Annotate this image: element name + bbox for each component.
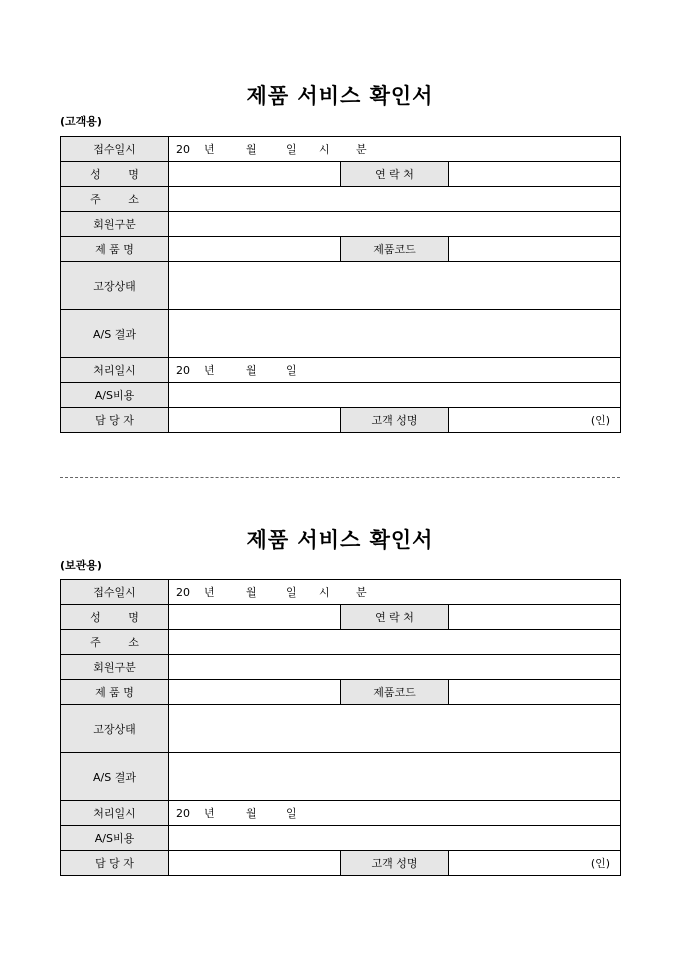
label-name: 성 명 xyxy=(61,605,169,630)
row-processed xyxy=(61,358,621,383)
row-member xyxy=(61,655,621,680)
row-staff xyxy=(61,408,621,433)
label-fault: 고장상태 xyxy=(61,705,169,753)
label-member: 회원구분 xyxy=(61,655,169,680)
label-contact: 연 락 처 xyxy=(341,605,449,630)
row-name xyxy=(61,162,621,187)
received-hour-unit: 시 xyxy=(319,143,330,156)
received-year-unit: 년 xyxy=(204,143,215,156)
service-form-table xyxy=(60,579,621,876)
label-name: 성 명 xyxy=(61,162,169,187)
row-as-cost xyxy=(61,826,621,851)
received-year: 20 xyxy=(176,143,190,156)
received-month-unit: 월 xyxy=(246,586,257,599)
received-minute-unit: 분 xyxy=(356,586,367,599)
label-product: 제 품 명 xyxy=(61,680,169,705)
address-input[interactable] xyxy=(169,187,621,212)
row-product xyxy=(61,237,621,262)
row-address xyxy=(61,630,621,655)
fault-input[interactable] xyxy=(169,262,621,310)
processed-date xyxy=(169,801,621,826)
member-input[interactable] xyxy=(169,655,621,680)
label-contact: 연 락 처 xyxy=(341,162,449,187)
label-customer-name: 고객 성명 xyxy=(341,851,449,876)
copy-label: (고객용) xyxy=(60,115,102,128)
label-as-cost: A/S비용 xyxy=(61,826,169,851)
label-processed: 처리일시 xyxy=(61,358,169,383)
processed-year: 20 xyxy=(176,364,190,377)
processed-day-unit: 일 xyxy=(286,364,297,377)
label-product-code: 제품코드 xyxy=(341,680,449,705)
received-minute-unit: 분 xyxy=(356,143,367,156)
copy-label: (보관용) xyxy=(60,559,102,572)
form-title: 제품 서비스 확인서 xyxy=(246,527,434,552)
row-processed xyxy=(61,801,621,826)
name-input[interactable] xyxy=(169,605,341,630)
member-input[interactable] xyxy=(169,212,621,237)
form-title: 제품 서비스 확인서 xyxy=(246,83,434,108)
processed-month-unit: 월 xyxy=(246,364,257,377)
row-address xyxy=(61,187,621,212)
label-product: 제 품 명 xyxy=(61,237,169,262)
processed-year-unit: 년 xyxy=(204,364,215,377)
row-received xyxy=(61,137,621,162)
processed-day-unit: 일 xyxy=(286,807,297,820)
label-as-result: A/S 결과 xyxy=(61,753,169,801)
as-result-input[interactable] xyxy=(169,310,621,358)
received-year: 20 xyxy=(176,586,190,599)
row-fault xyxy=(61,705,621,753)
row-fault xyxy=(61,262,621,310)
processed-year: 20 xyxy=(176,807,190,820)
seal-mark: (인) xyxy=(590,414,611,427)
cut-line xyxy=(60,477,620,478)
row-member xyxy=(61,212,621,237)
processed-year-unit: 년 xyxy=(204,807,215,820)
label-processed: 처리일시 xyxy=(61,801,169,826)
label-as-result: A/S 결과 xyxy=(61,310,169,358)
customer-signature[interactable] xyxy=(449,851,621,876)
label-address: 주 소 xyxy=(61,187,169,212)
row-name xyxy=(61,605,621,630)
row-as-result xyxy=(61,310,621,358)
received-month-unit: 월 xyxy=(246,143,257,156)
as-cost-input[interactable] xyxy=(169,826,621,851)
received-day-unit: 일 xyxy=(286,586,297,599)
label-as-cost: A/S비용 xyxy=(61,383,169,408)
contact-input[interactable] xyxy=(449,605,621,630)
as-cost-input[interactable] xyxy=(169,383,621,408)
received-datetime xyxy=(169,580,621,605)
processed-month-unit: 월 xyxy=(246,807,257,820)
product-input[interactable] xyxy=(169,237,341,262)
row-as-cost xyxy=(61,383,621,408)
received-year-unit: 년 xyxy=(204,586,215,599)
address-input[interactable] xyxy=(169,630,621,655)
as-result-input[interactable] xyxy=(169,753,621,801)
label-received: 접수일시 xyxy=(61,580,169,605)
name-input[interactable] xyxy=(169,162,341,187)
label-member: 회원구분 xyxy=(61,212,169,237)
processed-date xyxy=(169,358,621,383)
staff-input[interactable] xyxy=(169,408,341,433)
label-received: 접수일시 xyxy=(61,137,169,162)
label-staff: 담 당 자 xyxy=(61,408,169,433)
received-day-unit: 일 xyxy=(286,143,297,156)
row-as-result xyxy=(61,753,621,801)
label-customer-name: 고객 성명 xyxy=(341,408,449,433)
contact-input[interactable] xyxy=(449,162,621,187)
row-product xyxy=(61,680,621,705)
fault-input[interactable] xyxy=(169,705,621,753)
service-form-table xyxy=(60,136,621,433)
label-product-code: 제품코드 xyxy=(341,237,449,262)
product-input[interactable] xyxy=(169,680,341,705)
seal-mark: (인) xyxy=(590,857,611,870)
product-code-input[interactable] xyxy=(449,237,621,262)
row-staff xyxy=(61,851,621,876)
received-datetime xyxy=(169,137,621,162)
label-address: 주 소 xyxy=(61,630,169,655)
product-code-input[interactable] xyxy=(449,680,621,705)
received-hour-unit: 시 xyxy=(319,586,330,599)
staff-input[interactable] xyxy=(169,851,341,876)
label-staff: 담 당 자 xyxy=(61,851,169,876)
row-received xyxy=(61,580,621,605)
customer-signature[interactable] xyxy=(449,408,621,433)
label-fault: 고장상태 xyxy=(61,262,169,310)
